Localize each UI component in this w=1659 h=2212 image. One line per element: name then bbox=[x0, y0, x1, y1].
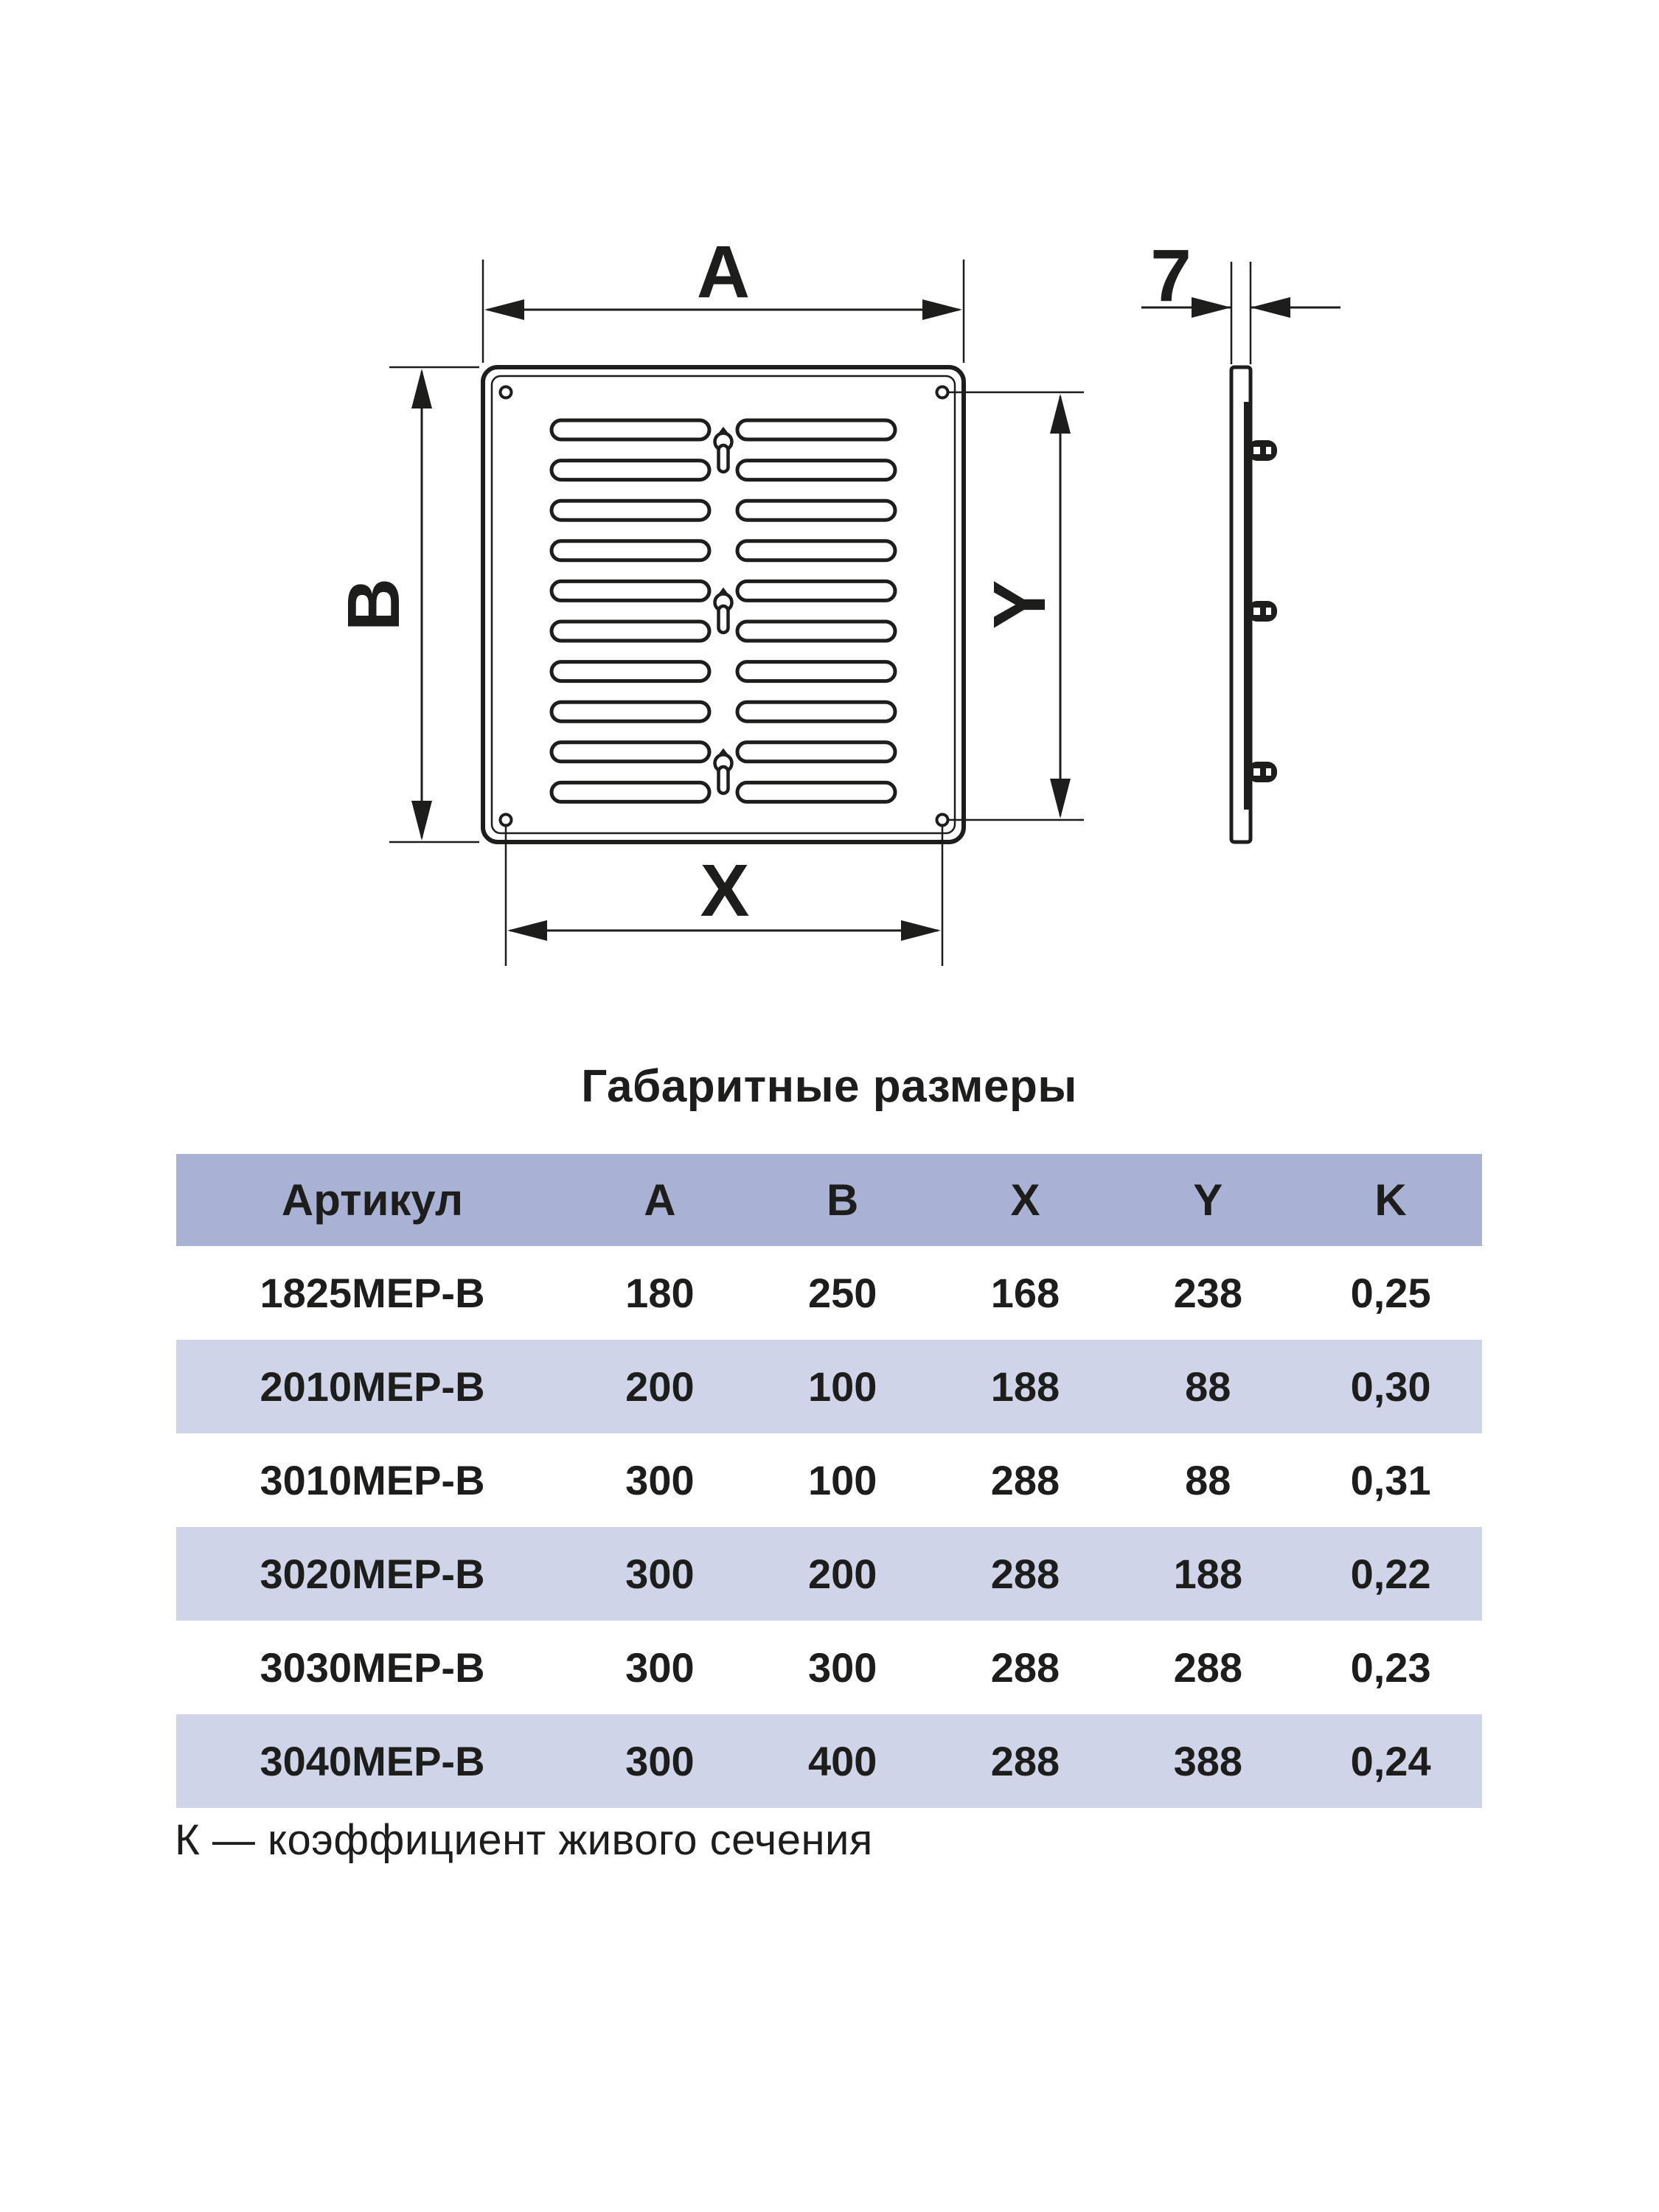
keyhole-middle bbox=[715, 591, 732, 633]
cell-b: 400 bbox=[807, 1738, 877, 1784]
vent-slot bbox=[737, 420, 895, 439]
side-clip-middle bbox=[1248, 601, 1277, 622]
corner-hole-top-right bbox=[937, 387, 948, 398]
column-header-k: K bbox=[1374, 1175, 1407, 1225]
cell-a: 300 bbox=[625, 1551, 695, 1597]
column-header-y: Y bbox=[1193, 1175, 1223, 1225]
table-row bbox=[176, 1246, 1482, 1340]
dimension-y bbox=[948, 392, 1084, 820]
cell-x: 288 bbox=[990, 1738, 1060, 1784]
column-header-article: Артикул bbox=[281, 1175, 464, 1225]
cell-a: 180 bbox=[625, 1270, 695, 1316]
cell-x: 288 bbox=[990, 1457, 1060, 1503]
table-row bbox=[176, 1340, 1482, 1433]
vent-slot bbox=[552, 541, 709, 560]
cell-x: 288 bbox=[990, 1644, 1060, 1691]
cell-a: 300 bbox=[625, 1457, 695, 1503]
vent-slot bbox=[737, 461, 895, 480]
dimension-x bbox=[506, 826, 942, 966]
vent-slot bbox=[737, 702, 895, 721]
cell-y: 188 bbox=[1173, 1551, 1242, 1597]
cell-k: 0,31 bbox=[1350, 1457, 1431, 1503]
side-clip-bottom bbox=[1248, 762, 1277, 782]
vent-slot bbox=[737, 662, 895, 681]
cell-k: 0,24 bbox=[1350, 1738, 1431, 1784]
cell-y: 88 bbox=[1185, 1457, 1231, 1503]
dim-label-b: B bbox=[333, 577, 415, 632]
table-header-row bbox=[176, 1154, 1482, 1246]
grille-front-view bbox=[483, 367, 964, 842]
vent-slot bbox=[737, 581, 895, 600]
cell-article: 3020МЕР-В bbox=[260, 1551, 485, 1597]
dimension-thickness bbox=[1141, 234, 1340, 364]
table-footnote: К — коэффициент живого сечения bbox=[175, 1816, 873, 1864]
cell-y: 288 bbox=[1173, 1644, 1242, 1691]
dimension-a bbox=[483, 231, 964, 363]
cell-b: 200 bbox=[807, 1551, 877, 1597]
column-header-a: A bbox=[644, 1175, 676, 1225]
technical-drawing bbox=[0, 0, 1659, 1069]
vent-slot bbox=[737, 782, 895, 801]
vent-slot bbox=[737, 501, 895, 520]
vent-slot bbox=[737, 622, 895, 641]
vent-slot bbox=[552, 742, 709, 762]
cell-b: 100 bbox=[807, 1457, 877, 1503]
cell-a: 300 bbox=[625, 1738, 695, 1784]
cell-article: 3010МЕР-В bbox=[260, 1457, 485, 1503]
table-row bbox=[176, 1527, 1482, 1621]
table-body bbox=[176, 1246, 1482, 1808]
cell-a: 300 bbox=[625, 1644, 695, 1691]
vent-slot bbox=[552, 501, 709, 520]
cell-y: 238 bbox=[1173, 1270, 1242, 1316]
side-clip-top bbox=[1248, 440, 1277, 461]
column-header-b: B bbox=[827, 1175, 859, 1225]
keyhole-top bbox=[715, 430, 732, 473]
grille-side-view bbox=[1231, 367, 1277, 842]
vent-slot bbox=[737, 742, 895, 762]
vent-slot bbox=[552, 662, 709, 681]
cell-article: 1825МЕР-В bbox=[260, 1270, 485, 1316]
cell-article: 3040МЕР-В bbox=[260, 1738, 485, 1784]
dim-label-x: X bbox=[700, 849, 750, 932]
column-header-x: X bbox=[1010, 1175, 1040, 1225]
cell-article: 2010МЕР-В bbox=[260, 1363, 485, 1410]
cell-x: 188 bbox=[990, 1363, 1060, 1410]
cell-k: 0,30 bbox=[1350, 1363, 1431, 1410]
cell-y: 388 bbox=[1173, 1738, 1242, 1784]
cell-b: 100 bbox=[807, 1363, 877, 1410]
table-row bbox=[176, 1621, 1482, 1714]
cell-a: 200 bbox=[625, 1363, 695, 1410]
table-row bbox=[176, 1714, 1482, 1808]
cell-b: 250 bbox=[807, 1270, 877, 1316]
cell-k: 0,22 bbox=[1350, 1551, 1431, 1597]
dimension-b bbox=[333, 367, 479, 842]
vent-slot bbox=[552, 420, 709, 439]
corner-hole-bottom-left bbox=[501, 815, 512, 826]
cell-k: 0,23 bbox=[1350, 1644, 1431, 1691]
dim-label-a: A bbox=[696, 231, 751, 313]
corner-hole-bottom-right bbox=[937, 815, 948, 826]
cell-x: 168 bbox=[990, 1270, 1060, 1316]
cell-x: 288 bbox=[990, 1551, 1060, 1597]
table-title: Габаритные размеры bbox=[581, 1061, 1077, 1112]
dim-label-y: Y bbox=[978, 580, 1061, 630]
vent-slot bbox=[552, 702, 709, 721]
vent-slot bbox=[737, 541, 895, 560]
vent-slot bbox=[552, 461, 709, 480]
dimensions-table bbox=[176, 1154, 1482, 1808]
cell-b: 300 bbox=[807, 1644, 877, 1691]
cell-article: 3030МЕР-В bbox=[260, 1644, 485, 1691]
table-row bbox=[176, 1433, 1482, 1527]
dim-label-thickness: 7 bbox=[1150, 234, 1192, 317]
vent-slot bbox=[552, 581, 709, 600]
keyhole-bottom bbox=[715, 751, 732, 794]
vent-slot bbox=[552, 622, 709, 641]
cell-k: 0,25 bbox=[1350, 1270, 1431, 1316]
cell-y: 88 bbox=[1185, 1363, 1231, 1410]
corner-hole-top-left bbox=[501, 387, 512, 398]
vent-slot bbox=[552, 782, 709, 801]
